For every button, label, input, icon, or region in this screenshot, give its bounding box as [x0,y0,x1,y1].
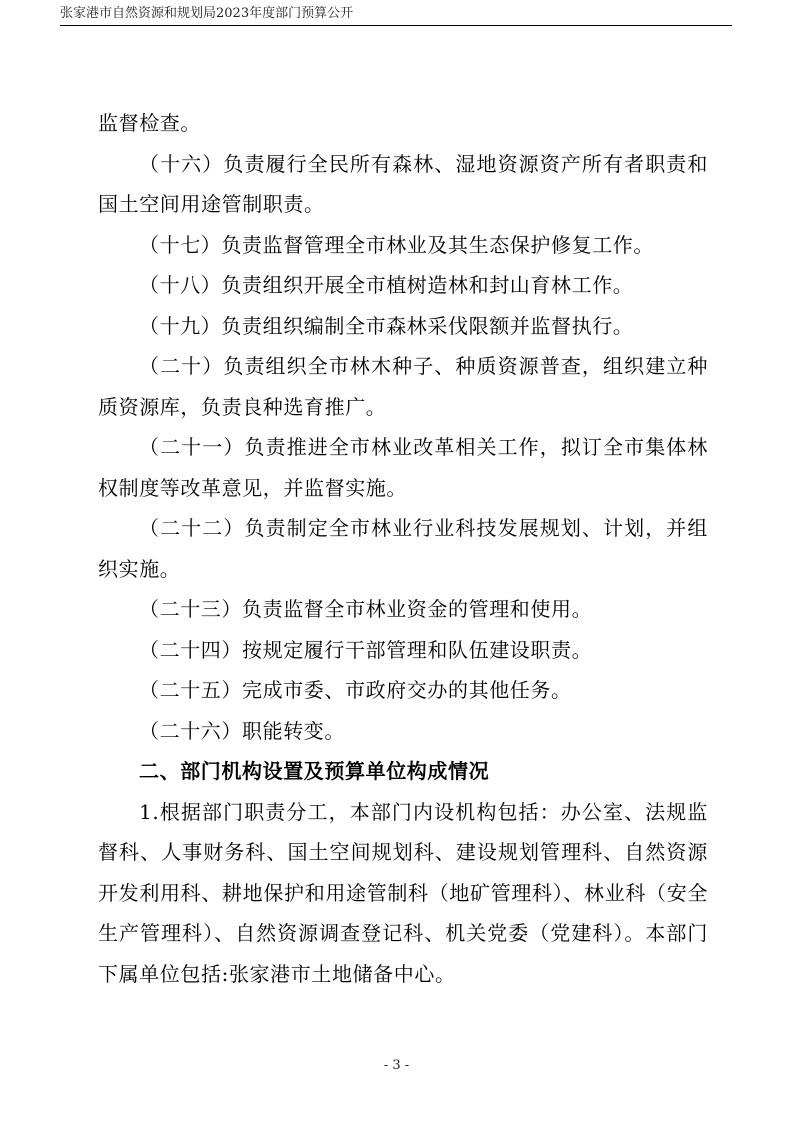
paragraph-item-22: （二十二）负责制定全市林业行业科技发展规划、计划，并组织实施。 [98,516,708,581]
paragraph-continuation: 监督检查。 [98,111,201,135]
page-number: - 3 - [383,1058,410,1073]
paragraph-item-26: （二十六）职能转变。 [139,718,345,743]
paragraph-item-21: （二十一）负责推进全市林业改革相关工作，拟订全市集体林权制度等改革意见，并监督实施。 [98,435,708,500]
running-header: 张家港市自然资源和规划局2023年度部门预算公开 [60,6,732,26]
paragraph-item-19: （十九）负责组织编制全市森林采伐限额并监督执行。 [139,313,634,338]
section-paragraph: 1.根据部门职责分工，本部门内设机构包括：办公室、法规监督科、人事财务科、国土空间规划科、建设规划管理科、自然资源开发利用科、耕地保护和用途管制科（地矿管理科）、林业科（安全生产管理科）、自然资源调查登记科、机关党委（党建科）。本部门下属单位包括:张家港市土地储备中心。 [98,799,708,986]
paragraph-item-23: （二十三）负责监督全市林业资金的管理和使用。 [139,597,593,621]
paragraph-item-17: （十七）负责监督管理全市林业及其生态保护修复工作。 [139,232,654,257]
paragraph-item-16: （十六）负责履行全民所有森林、湿地资源资产所有者职责和国土空间用途管制职责。 [98,151,708,216]
paragraph-item-25: （二十五）完成市委、市政府交办的其他任务。 [139,678,572,702]
paragraph-item-20: （二十）负责组织全市林木种子、种质资源普查，组织建立种质资源库，负责良种选育推广。 [98,354,708,419]
section-heading: 二、部门机构设置及预算单位构成情况 [139,759,490,783]
paragraph-item-24: （二十四）按规定履行干部管理和队伍建设职责。 [139,637,593,662]
document-body [98,103,708,994]
paragraph-item-18: （十八）负责组织开展全市植树造林和封山育林工作。 [139,273,634,297]
